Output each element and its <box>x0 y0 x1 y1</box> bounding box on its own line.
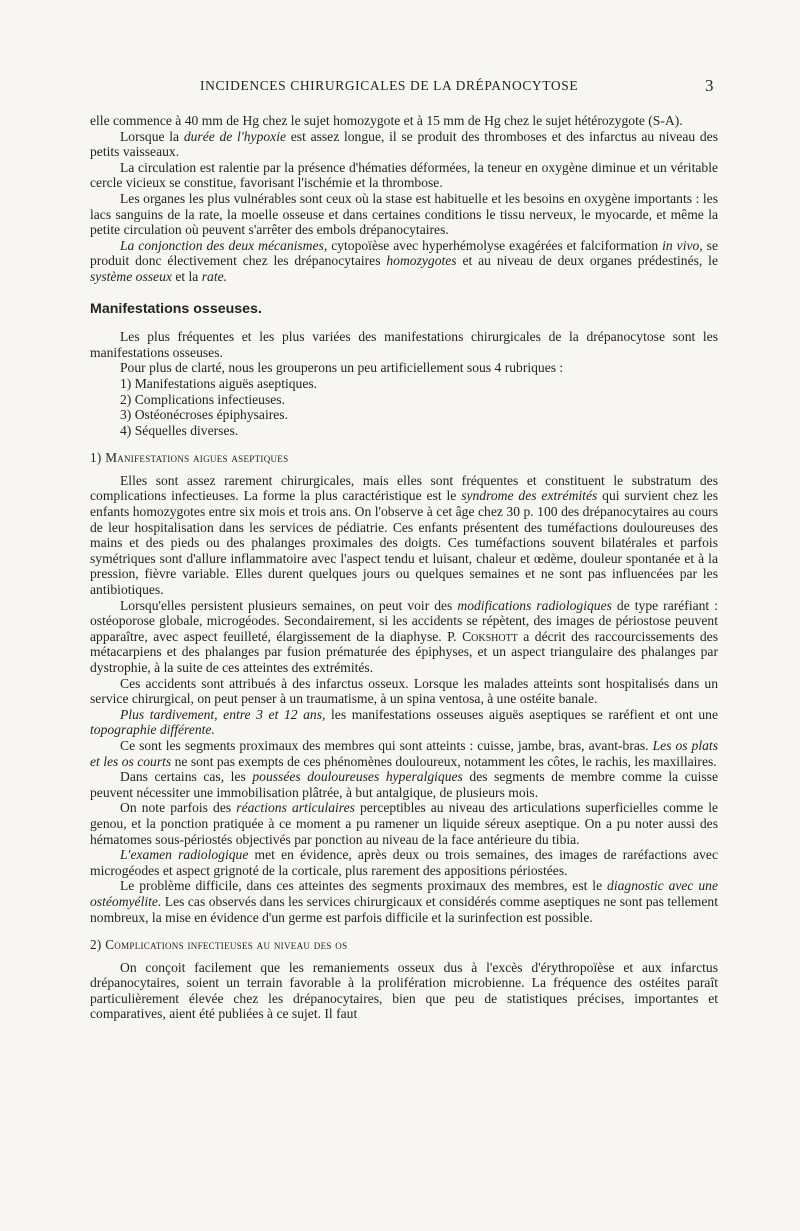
paragraph <box>90 769 718 800</box>
italic-text: in vivo, <box>662 237 703 253</box>
text-run: se produit donc électivement chez les drépanocytaires <box>90 237 718 269</box>
paragraph: Ces accidents sont attribués à des infarctus osseux. Lorsque les malades atteints sont hospitalisés dans un service chirurgical, on peut penser à un traumatisme, à un spina ventosa, à une ostéite banale. <box>90 675 718 707</box>
italic-text: homozygotes <box>386 253 457 269</box>
paragraph <box>90 800 718 847</box>
text-run: les manifestations osseuses aiguës aseptiques se raréfient et ont une <box>325 706 718 722</box>
paragraph <box>90 878 718 925</box>
italic-text: rate. <box>201 268 228 284</box>
list-item: 2) Complications infectieuses. <box>120 391 285 407</box>
paragraph <box>90 847 718 878</box>
paragraph <box>90 707 718 738</box>
subsection-heading <box>90 937 718 953</box>
author-name: Cokshott <box>462 628 518 644</box>
paragraph <box>90 238 718 285</box>
text-run: On note parfois des <box>120 800 237 816</box>
paragraph <box>90 473 718 598</box>
italic-text: topographie différente. <box>90 722 215 738</box>
italic-text: système osseux <box>90 268 172 284</box>
paragraph: La circulation est ralentie par la présence d'hématies déformées, la teneur en oxygène diminue et un véritable cercle vicieux se constitue, favorisant l'ischémie et la thrombose. <box>90 159 718 191</box>
italic-text: durée de l'hypoxie <box>183 128 287 144</box>
text-run: met en évidence, après deux ou trois semaines, des images de raréfactions avec microgéodes et aspect grignoté de la corticale, plus rarement des appositions périostées. <box>90 847 718 878</box>
italic-text: L'examen radiologique <box>120 847 249 863</box>
italic-text: syndrome des extrémités <box>461 488 598 504</box>
list-item: 4) Séquelles diverses. <box>120 422 239 438</box>
text-run: qui survient chez les enfants homozygotes entre six mois et trois ans. On l'observe à cet âge chez 30 p. 100 des drépanocytaires au cours de leur hospitalisation dans les services de pédiatrie. Ces enfants présentent des tuméfactions douloureuses des mains et des pieds ou des phalanges proximales des doigts. Ces tuméfactions souvent bilatérales et parfois symétriques sont d'allure inflammatoire avec l'aspect tendu et luisant, chaleur et œdème, douleur spontanée et à la pression, fièvre variable. Elles durent quelques jours ou quelques semaines et ne sont pas influencées par les antibiotiques. <box>90 488 718 598</box>
subsection-number: 2) <box>90 937 106 953</box>
section-heading: Manifestations osseuses. <box>90 300 262 317</box>
text-run: des segments de membre comme la cuisse peuvent nécessiter une immobilisation plâtrée, à but antalgique, de plusieurs mois. <box>90 769 718 800</box>
list-item: 1) Manifestations aiguës aseptiques. <box>120 375 318 391</box>
italic-text: modifications radiologiques <box>457 597 612 613</box>
text-run: Les cas observés dans les services chirurgicaux et considérés comme aseptiques ne sont pas tellement nombreux, la mise en évidence d'un germe est parfois difficile et la surinfection est possible. <box>90 893 718 925</box>
subsection-title: Manifestations aigues aseptiques <box>105 450 289 466</box>
list-item: 3) Ostéonécroses épiphysaires. <box>120 407 288 423</box>
rubric-list <box>90 376 718 438</box>
italic-text: diagnostic avec une ostéomyélite. <box>90 878 718 909</box>
subsection-title: Complications infectieuses au niveau des os <box>105 937 348 953</box>
text-run: Elles sont assez rarement chirurgicales, mais elles sont fréquentes et constituent le substratum des complications infectieuses. La forme la plus caractéristique est le <box>90 472 718 504</box>
text-run: Le problème difficile, dans ces atteintes des segments proximaux des membres, est le <box>120 878 608 894</box>
text-run: perceptibles au niveau des articulations superficielles comme le genou, et la ponction pratiquée à ce moment a pu ramener un liquide séreux aseptique. On a pu noter aussi des hématomes sous-périostés objectivés par ponction au niveau de la face antérieure du tibia. <box>90 800 719 847</box>
text-run: Lorsque la <box>120 128 184 144</box>
text-run: cytopoïèse avec hyperhémolyse exagérées et falciformation <box>327 237 663 253</box>
paragraph: elle commence à 40 mm de Hg chez le sujet homozygote et à 15 mm de Hg chez le sujet hétérozygote (S-A). <box>90 113 683 128</box>
page-header <box>0 78 800 100</box>
text-run: est assez longue, il se produit des thromboses et des infarctus au niveau des petits vaisseaux. <box>90 128 719 160</box>
subsection-number: 1) <box>90 450 106 466</box>
text-run: Ce sont les segments proximaux des membres qui sont atteints : cuisse, jambe, bras, avant-bras. <box>120 737 653 753</box>
body-text <box>90 113 718 1022</box>
paragraph <box>90 738 718 769</box>
italic-text: poussées douloureuses hyperalgiques <box>252 769 463 785</box>
paragraph: On conçoit facilement que les remaniements osseux dus à l'excès d'érythropoïèse et aux infarctus drépanocytaires, soient un terrain favorable à la prolifération microbienne. La fréquence des ostéites paraît particulièrement élevée chez les drépanocytaires, bien que peu de statistiques précises, importantes et comparatives, aient été publiées à ce sujet. Il faut <box>90 959 718 1022</box>
subsection-heading <box>90 450 718 466</box>
paragraph <box>90 129 718 160</box>
text-run: a décrit des raccourcissements des métacarpiens et des phalanges par fusion prématurée des épiphyses, et un aspect triangulaire des phalanges par dystrophie, à la suite de ces atteintes des extrémités. <box>90 628 719 675</box>
text-run: Lorsqu'elles persistent plusieurs semaines, on peut voir des <box>120 597 458 613</box>
text-run: Dans certains cas, les <box>120 769 253 785</box>
paragraph: Les organes les plus vulnérables sont ceux où la stase est habituelle et les besoins en oxygène importants : les lacs sanguins de la rate, la moelle osseuse et dans certaines conditions le tissu nerveux, le myocarde, et même la petite circulation où peuvent s'arrêter des embols drépanocytaires. <box>90 190 718 238</box>
italic-text: La conjonction des deux mécanismes, <box>120 237 328 253</box>
text-run: de type raréfiant : ostéoporose globale, microgéodes. Secondairement, si les accidents se répètent, des images de périostose peuvent apparaître, avec aspect feuilleté, élargissement de la diaphyse. P. <box>90 597 718 644</box>
paragraph <box>90 598 718 676</box>
paragraph: Pour plus de clarté, nous les grouperons un peu artificiellement sous 4 rubriques : <box>120 360 564 376</box>
italic-text: Les os plats et les os courts <box>90 737 718 769</box>
italic-text: Plus tardivement, entre 3 et 12 ans, <box>120 706 326 722</box>
text-run: et la <box>171 268 202 284</box>
text-run: et au niveau de deux organes prédestinés, le <box>456 253 718 269</box>
running-title: INCIDENCES CHIRURGICALES DE LA DRÉPANOCYTOSE <box>200 78 579 93</box>
italic-text: réactions articulaires <box>236 800 355 816</box>
text-run: ne sont pas exempts de ces phénomènes douloureux, notamment les côtes, le rachis, les maxillaires. <box>171 753 717 769</box>
paragraph: Les plus fréquentes et les plus variées des manifestations chirurgicales de la drépanocytose sont les manifestations osseuses. <box>90 329 718 360</box>
page-number: 3 <box>705 76 714 95</box>
